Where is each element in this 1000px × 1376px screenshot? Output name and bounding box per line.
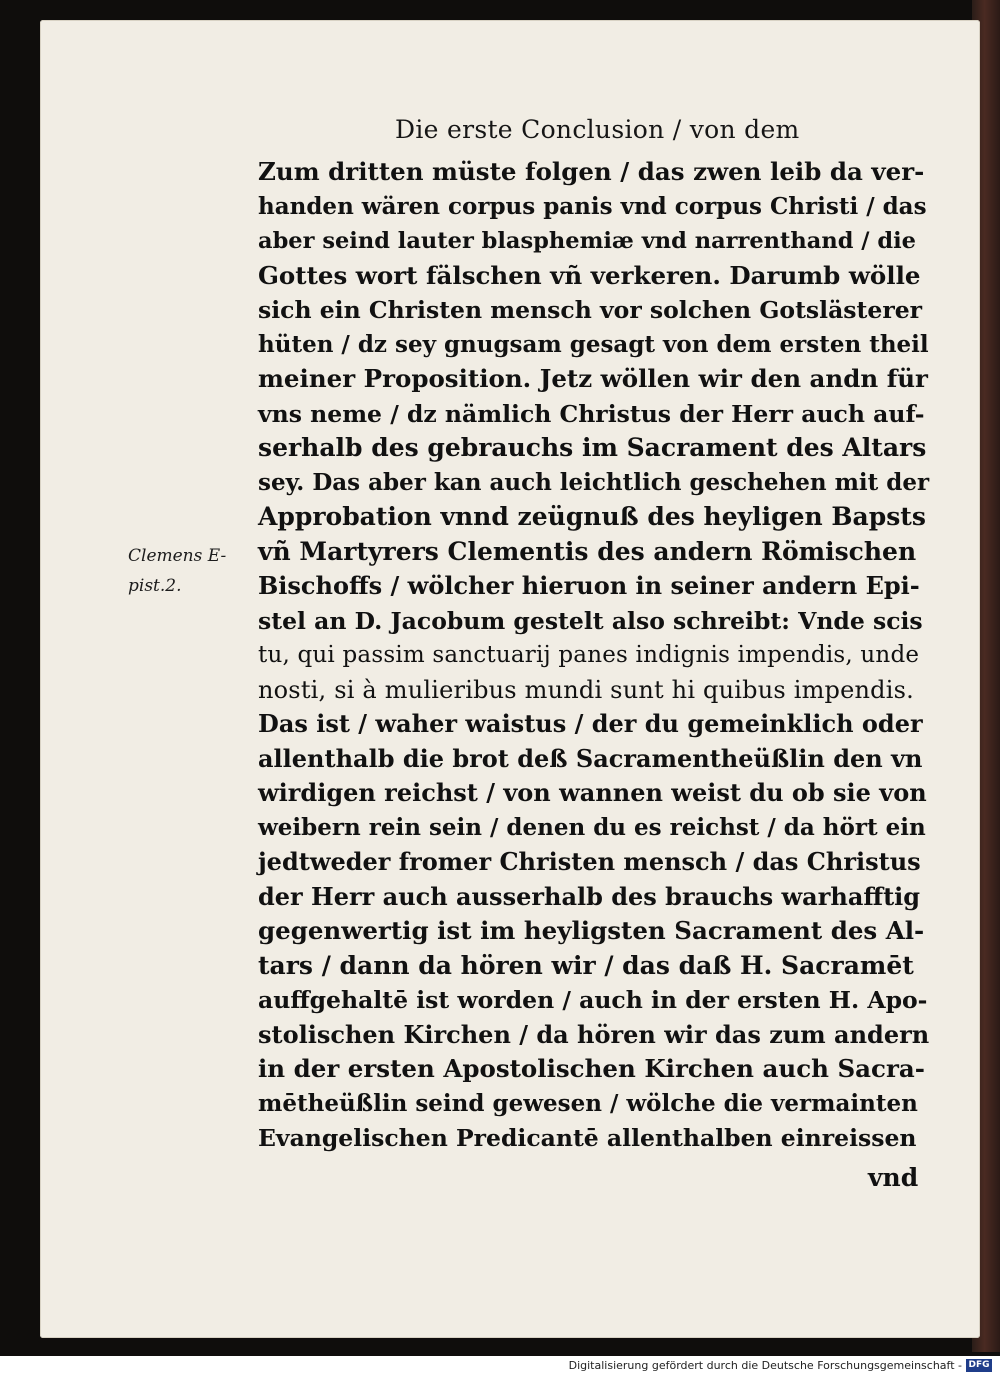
text-line: allenthalb die brot deß Sacramentheüßlin den vn xyxy=(258,743,923,773)
text-line: wirdigen reichst / von wannen weist du ob sie von xyxy=(258,778,927,807)
text-line: tars / dann da hören wir / das daß H. Sacramēt xyxy=(258,950,914,980)
text-line: vns neme / dz nämlich Christus der Herr auch auf- xyxy=(258,399,925,428)
catchword: vnd xyxy=(868,1163,919,1192)
text-line: stolischen Kirchen / da hören wir das zum andern xyxy=(258,1019,930,1049)
text-line: jedtweder fromer Christen mensch / das Christus xyxy=(258,847,921,876)
text-line: in der ersten Apostolischen Kirchen auch Sacra- xyxy=(258,1054,925,1083)
text-line: meiner Proposition. Jetz wöllen wir den andn für xyxy=(258,364,928,393)
text-line: sich ein Christen mensch vor solchen Gotslästerer xyxy=(258,296,923,324)
text-line: gegenwertig ist im heyligsten Sacrament des Al- xyxy=(258,916,925,945)
margin-note xyxy=(128,541,238,601)
text-line: vñ Martyrers Clementis des andern Römischen xyxy=(258,536,917,566)
text-line: Zum dritten müste folgen / das zwen leib da ver- xyxy=(258,157,925,186)
text-line: auffgehaltē ist worden / auch in der ersten H. Apo- xyxy=(258,986,928,1014)
text-line: stel an D. Jacobum gestelt also schreibt: Vnde scis xyxy=(258,606,923,635)
text-line: der Herr auch ausserhalb des brauchs warhafftig xyxy=(258,881,921,911)
running-header: Die erste Conclusion / von dem xyxy=(395,115,800,144)
margin-note-line: Clemens E- xyxy=(128,546,227,566)
latin-text-line: nosti, si à mulieribus mundi sunt hi quibus impendis. xyxy=(258,675,914,704)
text-line: Bischoffs / wölcher hieruon in seiner andern Epi- xyxy=(258,571,920,600)
dfg-logo: DFG xyxy=(966,1359,992,1372)
text-line: Gottes wort fälschen vñ verkeren. Darumb wölle xyxy=(258,260,921,290)
text-line: aber seind lauter blasphemiæ vnd narrenthand / die xyxy=(258,228,916,254)
text-line: weibern rein sein / denen du es reichst / da hört ein xyxy=(258,813,926,841)
text-line: mētheüßlin seind gewesen / wölche die vermainten xyxy=(258,1089,918,1117)
funding-credit: Digitalisierung gefördert durch die Deutsche Forschungsgemeinschaft - xyxy=(568,1359,962,1372)
text-line: Das ist / waher waistus / der du gemeinklich oder xyxy=(258,709,923,738)
text-line: serhalb des gebrauchs im Sacrament des Altars xyxy=(258,433,927,462)
latin-text-line: tu, qui passim sanctuarij panes indignis impendis, unde xyxy=(258,642,920,668)
text-line: Approbation vnnd zeügnuß des heyligen Bapsts xyxy=(258,502,926,531)
text-line: Evangelischen Predicantē allenthalben einreissen xyxy=(258,1124,917,1152)
margin-note-line: pist.2. xyxy=(128,576,182,596)
text-line: sey. Das aber kan auch leichtlich geschehen mit der xyxy=(258,468,930,496)
text-line: hüten / dz sey gnugsam gesagt von dem ersten theil xyxy=(258,330,929,358)
text-line: handen wären corpus panis vnd corpus Christi / das xyxy=(258,192,927,220)
body-text xyxy=(258,155,930,1156)
